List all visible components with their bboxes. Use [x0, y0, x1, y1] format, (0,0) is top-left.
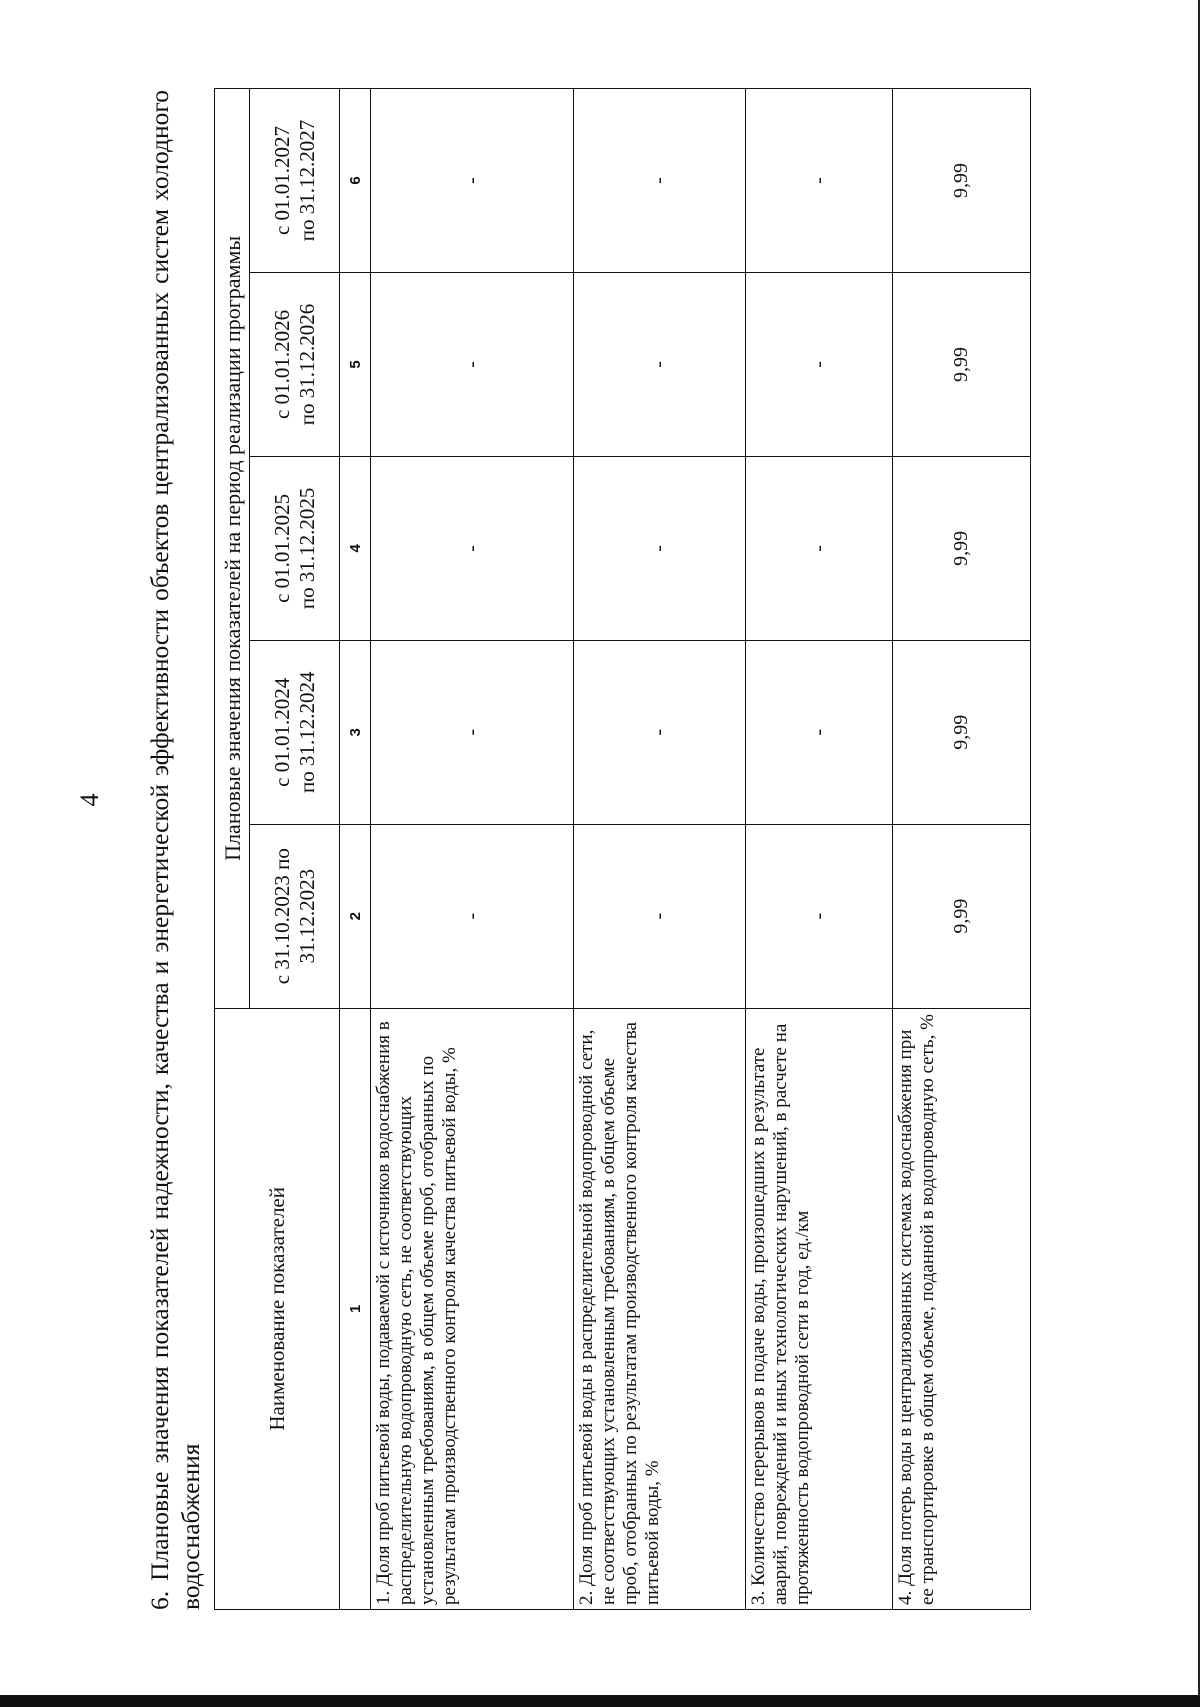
- header-group-cell: Плановые значения показателей на период реализации программы: [215, 89, 250, 1009]
- period-line: по 31.12.2024: [294, 671, 319, 794]
- indicator-value: -: [746, 273, 893, 457]
- column-number: 1: [340, 1008, 371, 1609]
- indicator-value: -: [371, 456, 574, 640]
- period-line: с 01.01.2024: [269, 677, 294, 787]
- indicator-name: 4. Доля потерь воды в централизованных системах водоснабжения при ее транспортировке в общем объеме, поданной в водопроводную сеть, %: [893, 1008, 1031, 1609]
- table-row: [893, 89, 1031, 1610]
- period-line: 31.12.2023: [294, 868, 319, 964]
- column-number: 4: [340, 456, 371, 640]
- page-number: 4: [75, 793, 104, 807]
- column-number: 5: [340, 273, 371, 457]
- indicator-value: -: [574, 456, 746, 640]
- indicator-name: 1. Доля проб питьевой воды, подаваемой с источников водоснабжения в распределительную водопроводную сеть, не соответствующих установленным требованиям, в общем объеме проб, отобранных по результатам производственного контроля качества питьевой воды, %: [371, 1008, 574, 1609]
- section-title: Плановые значения показателей надежности, качества и энергетической эффективности объектов централизованных систем холодного водоснабжения: [145, 90, 205, 1610]
- indicator-value: 9,99: [893, 456, 1031, 640]
- table-row: [746, 89, 893, 1610]
- indicator-value: -: [746, 824, 893, 1008]
- header-period-3: [250, 456, 340, 640]
- scan-edge: [0, 1695, 1200, 1707]
- period-line: с 01.01.2027: [269, 125, 294, 236]
- section-number: 6.: [145, 1590, 174, 1610]
- header-period-5: [250, 89, 340, 273]
- indicator-value: -: [574, 824, 746, 1008]
- header-name-cell: Наименование показателей: [215, 1008, 340, 1609]
- indicator-value: -: [574, 640, 746, 824]
- table-row: [574, 89, 746, 1610]
- indicator-value: -: [371, 640, 574, 824]
- indicator-value: -: [371, 89, 574, 273]
- header-period-4: [250, 273, 340, 457]
- column-number-row: [340, 89, 371, 1610]
- section-heading: [144, 90, 205, 1610]
- indicator-value: -: [746, 456, 893, 640]
- period-line: по 31.12.2026: [294, 303, 319, 426]
- indicator-value: -: [574, 273, 746, 457]
- indicator-value: -: [371, 273, 574, 457]
- indicator-value: 9,99: [893, 273, 1031, 457]
- header-period-2: [250, 640, 340, 824]
- indicator-value: -: [746, 640, 893, 824]
- table-row: [371, 89, 574, 1610]
- indicator-value: 9,99: [893, 640, 1031, 824]
- period-line: с 31.10.2023 по: [269, 848, 294, 985]
- column-number: 2: [340, 824, 371, 1008]
- indicator-value: -: [746, 89, 893, 273]
- indicators-table: [214, 88, 1031, 1610]
- indicator-value: 9,99: [893, 89, 1031, 273]
- indicator-name: 2. Доля проб питьевой воды в распределительной водопроводной сети, не соответствующих установленным требованиям, в общем объеме проб, отобранных по результатам производственного контроля качества питьевой воды, %: [574, 1008, 746, 1609]
- period-line: по 31.12.2027: [294, 119, 319, 242]
- indicator-value: -: [371, 824, 574, 1008]
- indicator-value: -: [574, 89, 746, 273]
- period-line: по 31.12.2025: [294, 487, 319, 610]
- indicator-value: 9,99: [893, 824, 1031, 1008]
- column-number: 3: [340, 640, 371, 824]
- indicator-name: 3. Количество перерывов в подаче воды, произошедших в результате аварий, повреждений и иных технологических нарушений, в расчете на протяженность водопроводной сети в год, ед./км: [746, 1008, 893, 1609]
- period-line: с 01.01.2026: [269, 309, 294, 419]
- column-number: 6: [340, 89, 371, 273]
- header-period-1: [250, 824, 340, 1008]
- period-line: с 01.01.2025: [269, 493, 294, 603]
- rotated-content: [110, 90, 1190, 1610]
